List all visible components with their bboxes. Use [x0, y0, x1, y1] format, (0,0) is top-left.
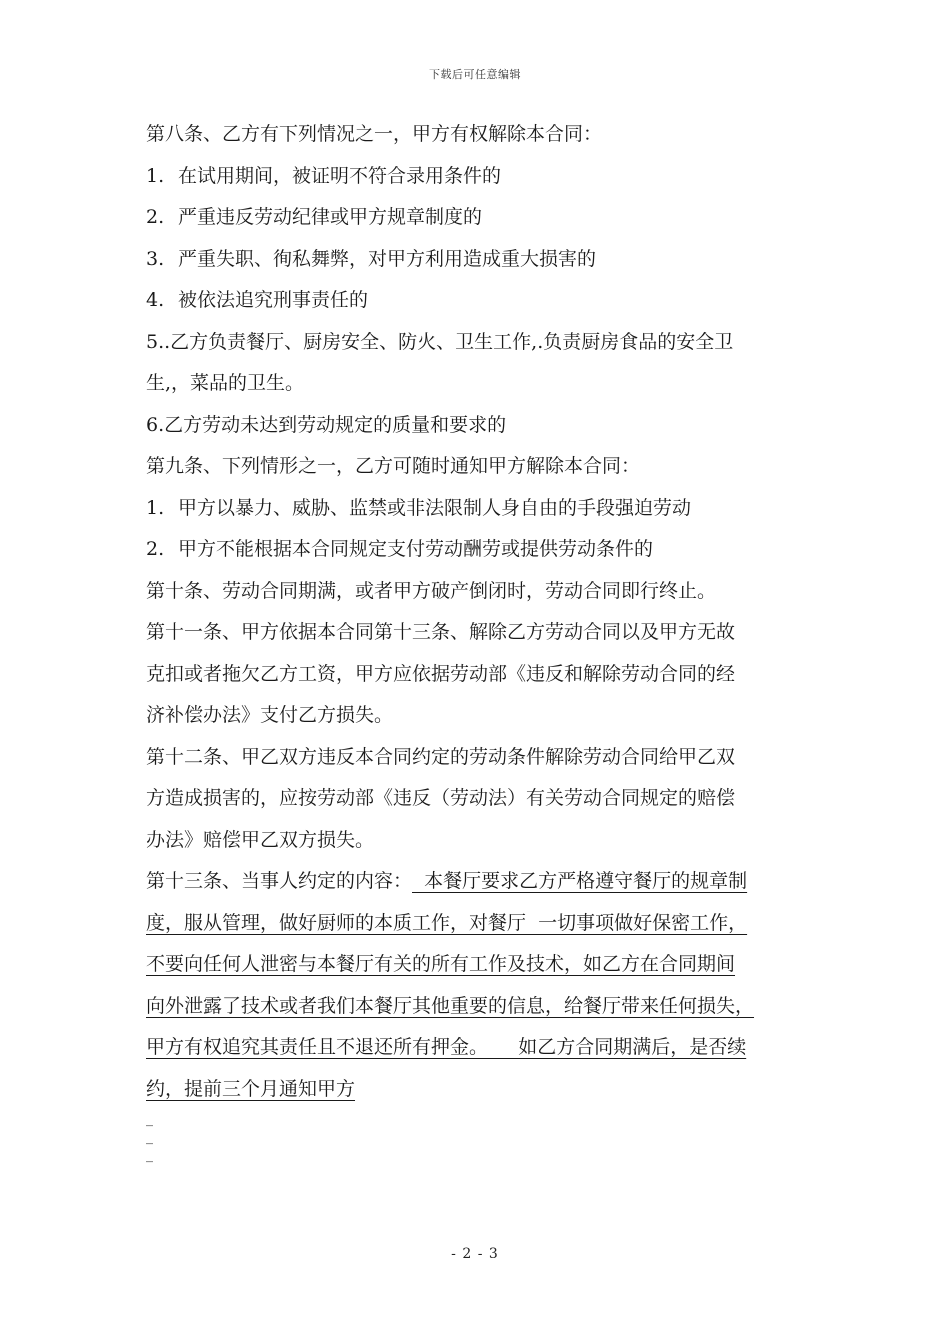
article-8-item-5-line-1: 5..乙方负责餐厅、厨房安全、防火、卫生工作,.负责厨房食品的安全卫: [146, 330, 734, 353]
list-text: 甲方以暴力、威胁、监禁或非法限制人身自由的手段强迫劳动: [178, 496, 692, 519]
list-item: [146, 529, 836, 571]
blank-line: _: [146, 1111, 153, 1127]
list-number: 2.: [146, 206, 165, 228]
list-item: [146, 280, 836, 322]
article-11-line: 第十一条、甲方依据本合同第十三条、解除乙方劳动合同以及甲方无故: [146, 621, 736, 643]
article-10: 第十条、劳动合同期满，或者甲方破产倒闭时，劳动合同即行终止。: [146, 579, 717, 602]
article-13-agreed-content: 向外泄露了技术或者我们本餐厅其他重要的信息，给餐厅带来任何损失，: [146, 994, 755, 1017]
list-number: 3.: [146, 247, 165, 270]
list-item: [146, 156, 836, 198]
article-11-line: 克扣或者拖欠乙方工资，甲方应依据劳动部《违反和解除劳动合同的经: [146, 662, 736, 685]
article-13-agreed-content: 约，提前三个月通知甲方: [146, 1077, 356, 1100]
list-text: 严重失职、徇私舞弊，对甲方利用造成重大损害的: [178, 247, 597, 270]
document-body: [146, 114, 836, 1164]
list-number: 1.: [146, 496, 165, 519]
list-text: 在试用期间，被证明不符合录用条件的: [178, 164, 502, 187]
article-8-item-5-line-2: 生,，菜品的卫生。: [146, 372, 305, 394]
article-13-line: [146, 903, 836, 945]
article-13-agreed-content: 甲方有权追究其责任且不退还所有押金。 如乙方合同期满后，是否续: [146, 1036, 747, 1058]
article-13-agreed-content: 度，服从管理，做好厨师的本质工作，对餐厅 一切事项做好保密工作，: [146, 911, 748, 934]
article-13-line: [146, 861, 836, 903]
article-13-agreed-content: 本餐厅要求乙方严格遵守餐厅的规章制: [412, 870, 748, 892]
list-item: [146, 239, 836, 281]
blank-line: _: [146, 1147, 153, 1163]
article-8-title: 第八条、乙方有下列情况之一，甲方有权解除本合同：: [146, 123, 603, 145]
article-13-line: [146, 986, 836, 1028]
article-13-agreed-content: 不要向任何人泄密与本餐厅有关的所有工作及技术，如乙方在合同期间: [146, 953, 736, 975]
list-item: [146, 488, 836, 530]
blank-line: _: [146, 1129, 153, 1145]
list-text: 甲方不能根据本合同规定支付劳动酬劳或提供劳动条件的: [178, 538, 654, 560]
list-text: 严重违反劳动纪律或甲方规章制度的: [178, 206, 483, 228]
article-13-line: [146, 944, 836, 986]
list-number: 2.: [146, 538, 165, 560]
list-text: 被依法追究刑事责任的: [178, 289, 369, 311]
page-header: 下载后可任意编辑: [429, 68, 521, 81]
article-13-line: [146, 1069, 836, 1111]
page-number: - 2 - 3: [451, 1246, 499, 1262]
list-number: 1.: [146, 164, 165, 187]
article-12-line: 第十二条、甲乙双方违反本合同约定的劳动条件解除劳动合同给甲乙双: [146, 745, 736, 768]
article-11-line: 济补偿办法》支付乙方损失。: [146, 704, 394, 726]
article-13-line: [146, 1027, 836, 1069]
article-12-line: 方造成损害的，应按劳动部《违反（劳动法）有关劳动合同规定的赔偿: [146, 787, 736, 809]
article-13-prefix: 第十三条、当事人约定的内容：: [146, 870, 413, 892]
article-9-title: 第九条、下列情形之一，乙方可随时通知甲方解除本合同：: [146, 455, 641, 477]
article-12-line: 办法》赔偿甲乙双方损失。: [146, 828, 375, 851]
article-8-item-6: 6.乙方劳动未达到劳动规定的质量和要求的: [146, 413, 507, 436]
list-number: 4.: [146, 289, 165, 311]
list-item: [146, 197, 836, 239]
